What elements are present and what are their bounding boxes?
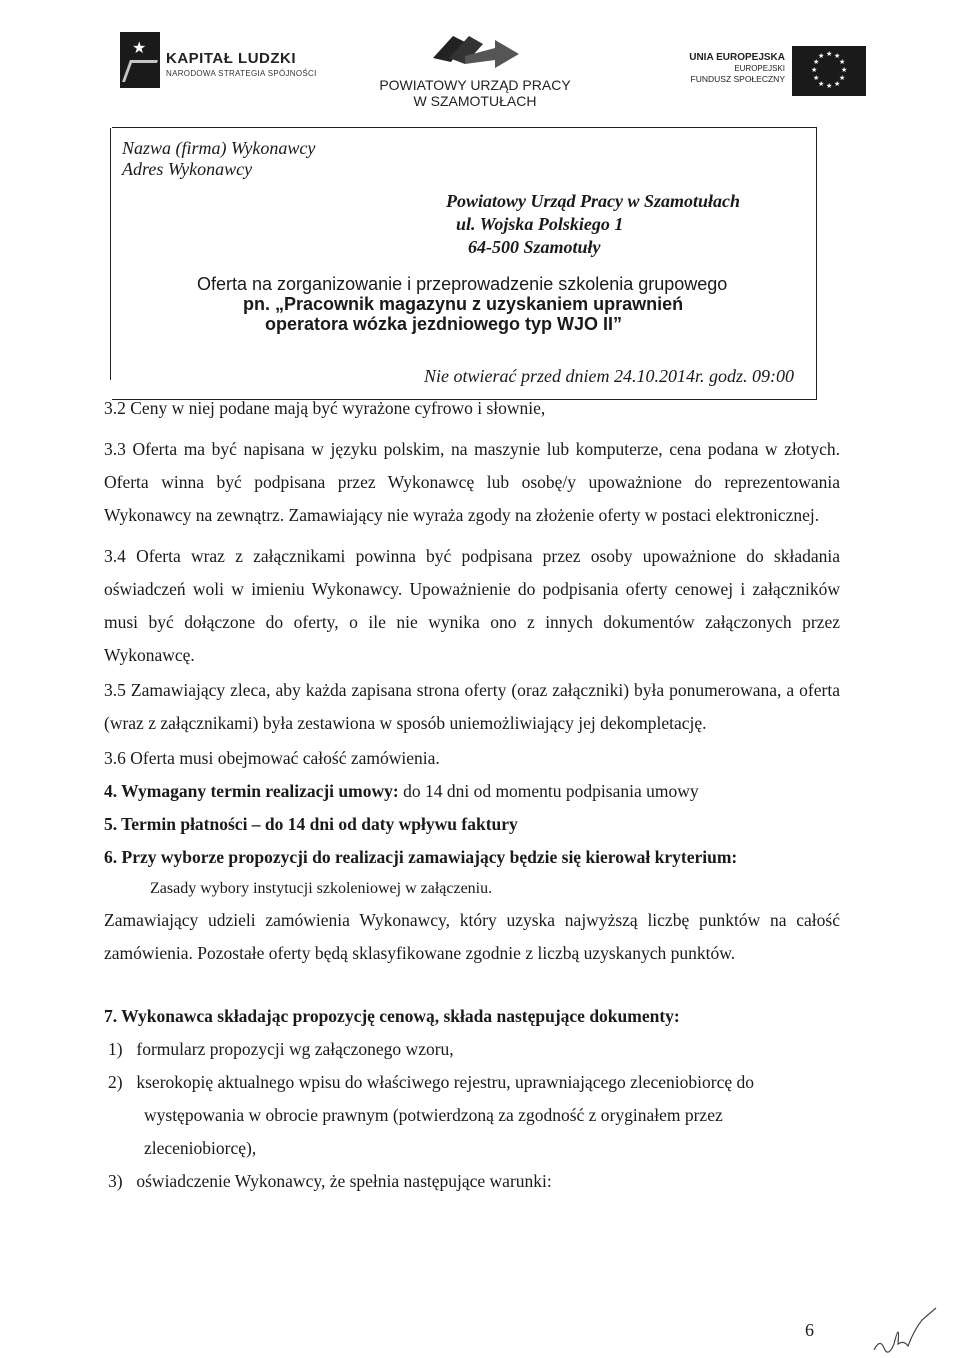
paragraph-3-2: 3.2 Ceny w niej podane mają być wyrażone cyfrowo i słownie, [104,398,546,418]
svg-text:★: ★ [841,66,848,74]
page-header [0,0,960,120]
svg-text:★: ★ [834,52,841,60]
list-item: 1) formularz propozycji wg załączonego wzoru, [108,1039,454,1059]
eu-text: UNIA EUROPEJSKA EUROPEJSKI FUNDUSZ SPOŁECZNY [689,52,785,84]
offer-title-block: Oferta na zorganizowanie i przeprowadzenie szkolenia grupowego pn. „Pracownik magazynu z uzyskaniem uprawnień operatora wózka jezdniowego typ WJO II” [197,274,728,334]
addressee-block: Powiatowy Urząd Pracy w Szamotułach ul. Wojska Polskiego 1 64-500 Szamotuły [446,191,741,257]
kapital-ludzki-emblem [120,32,160,88]
kapital-ludzki-subtitle: NARODOWA STRATEGIA SPÓJNOŚCI [166,69,317,78]
svg-text:★: ★ [813,58,820,66]
star-icon: ★ [132,38,147,57]
section-7-heading: 7. Wykonawca składając propozycję cenową, składa następujące dokumenty: [104,1006,680,1026]
section-5: 5. Termin płatności – do 14 dni od daty wpływu faktury [104,814,518,834]
paragraph-3-4: 3.4 Oferta wraz z załącznikami powinna być podpisana przez osoby upoważnione do składania oświadczeń woli w imieniu Wykonawcy. Upoważnienie do podpisania oferty cenowej i załączników musi być dołączone do oferty, o ile nie wynika ono z innych dokumentów załączonych przez Wykonawcę. [104,546,840,665]
svg-text:★: ★ [839,58,846,66]
list-item-continuation: zleceniobiorcę), [144,1138,257,1158]
svg-text:★: ★ [826,50,833,58]
paragraph-3-3: 3.3 Oferta ma być napisana w języku polskim, na maszynie lub komputerze, cena podana w złotych. Oferta winna być podpisana przez Wykonawcę lub osobę/y upoważnione do reprezentowania Wykonawcy na zewnątrz. Zamawiający nie wyraża zgody na złożenie oferty w postaci elektronicznej. [104,439,840,525]
svg-text:★: ★ [826,82,833,90]
office-name: POWIATOWY URZĄD PRACY W SZAMOTUŁACH [379,77,571,109]
kapital-ludzki-title: KAPITAŁ LUDZKI [166,50,297,67]
wing-shape [122,60,158,82]
eu-flag-icon [792,46,866,96]
contractor-name-block: Nazwa (firma) Wykonawcy Adres Wykonawcy [122,138,316,179]
section-6-text: Zamawiający udzieli zamówienia Wykonawcy, który uzyska najwyższą liczbę punktów na całość zamówienia. Pozostałe oferty będą sklasyfikowane zgodnie z liczbą uzyskanych punktów. [104,910,840,963]
paragraph-3-6: 3.6 Oferta musi obejmować całość zamówienia. [104,748,440,768]
page-number: 6 [805,1320,814,1340]
signature-initials [870,1300,940,1355]
svg-text:★: ★ [839,74,846,82]
svg-text:★: ★ [811,66,818,74]
document-body [104,392,840,1198]
list-item-continuation: występowania w obrocie prawnym (potwierdzoną za zgodność z oryginałem przez [144,1105,723,1125]
svg-text:★: ★ [818,80,825,88]
section-6-note: Zasady wybory instytucji szkoleniowej w załączeniu. [150,880,493,897]
list-item: 3) oświadczenie Wykonawcy, że spełnia następujące warunki: [108,1171,552,1191]
box-left-border [110,128,111,380]
svg-text:★: ★ [818,52,825,60]
section-6-heading: 6. Przy wyborze propozycji do realizacji zamawiający będzie się kierował kryterium: [104,847,738,867]
list-item: 2) kserokopię aktualnego wpisu do właściwego rejestru, uprawniającego zleceniobiorcę do [108,1072,755,1092]
paragraph-3-5: 3.5 Zamawiający zleca, aby każda zapisana strona oferty (oraz załączniki) była ponumerowana, a oferta (wraz z załącznikami) była zestawiona w sposób uniemożliwiający jej dekompletację. [104,680,840,733]
svg-text:★: ★ [834,80,841,88]
section-4: 4. Wymagany termin realizacji umowy: do 14 dni od momentu podpisania umowy [104,781,699,801]
envelope-label-box [112,127,817,400]
office-arrow-logo [425,28,520,72]
svg-text:★: ★ [813,74,820,82]
do-not-open-notice: Nie otwierać przed dniem 24.10.2014r. godz. 09:00 [424,366,794,386]
